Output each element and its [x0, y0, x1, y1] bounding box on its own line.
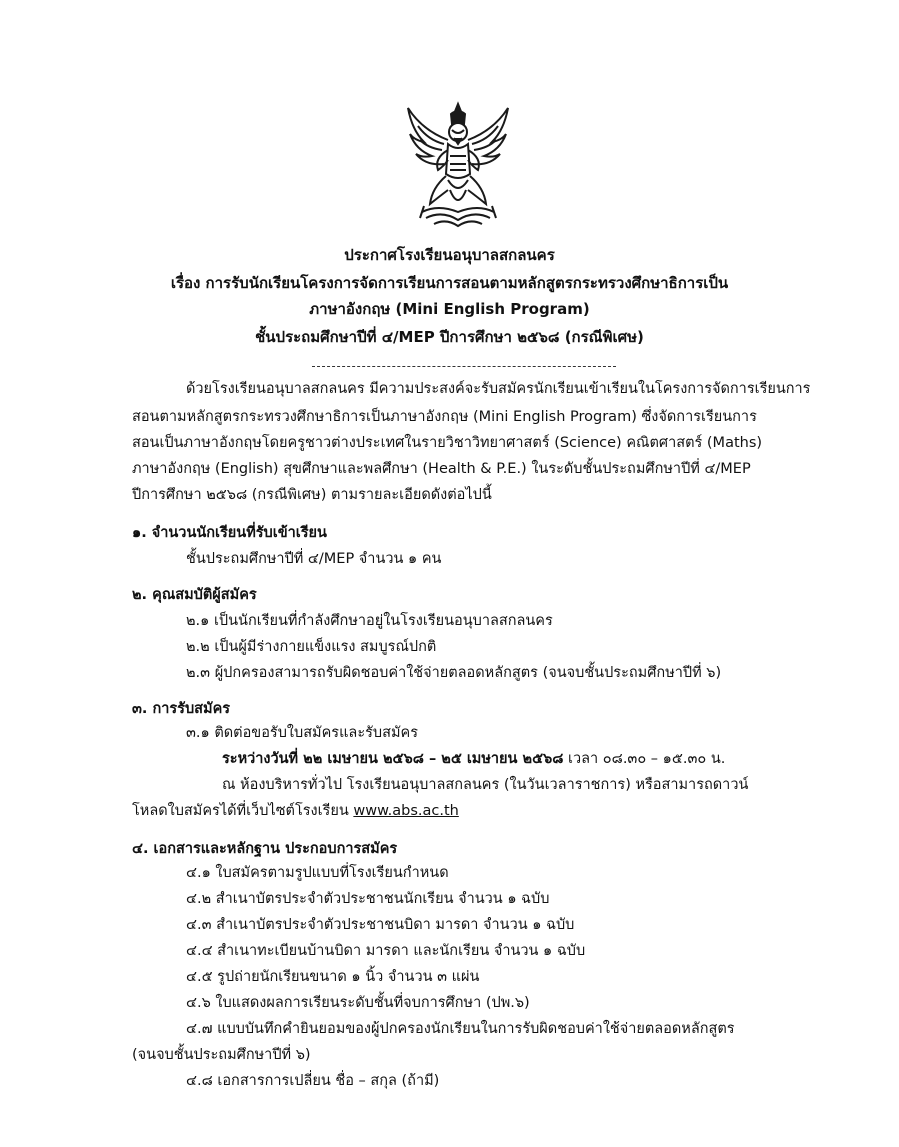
- application-place: ณ ห้องบริหารทั่วไป โรงเรียนอนุบาลสกลนคร (ในวันเวลาราชการ) หรือสามารถดาวน์: [222, 777, 749, 793]
- announcement-title: ประกาศโรงเรียนอนุบาลสกลนคร: [344, 246, 555, 264]
- section4-heading: ๔. เอกสารและหลักฐาน ประกอบการสมัคร: [132, 841, 398, 857]
- announcement-subject-line2: ภาษาอังกฤษ (Mini English Program): [309, 300, 590, 318]
- intro-line: ปีการศึกษา ๒๕๖๘ (กรณีพิเศษ) ตามรายละเอียดดังต่อไปนี้: [132, 487, 492, 503]
- section4-item: ๔.๖ ใบแสดงผลการเรียนระดับชั้นที่จบการศึกษา (ปพ.๖): [186, 995, 530, 1011]
- section1-heading: ๑. จำนวนนักเรียนที่รับเข้าเรียน: [132, 525, 327, 541]
- section4-item: ๔.๓ สำเนาบัตรประจำตัวประชาชนบิดา มารดา จำนวน ๑ ฉบับ: [186, 917, 575, 933]
- announcement-subject: เรื่อง การรับนักเรียนโครงการจัดการเรียนการสอนตามหลักสูตรกระทรวงศึกษาธิการเป็น: [170, 274, 729, 292]
- announcement-grade-line: ชั้นประถมศึกษาปีที่ ๔/MEP ปีการศึกษา ๒๕๖๘ (กรณีพิเศษ): [255, 328, 644, 346]
- section4-item: ๔.๒ สำเนาบัตรประจำตัวประชาชนนักเรียน จำนวน ๑ ฉบับ: [186, 891, 550, 907]
- section4-item: ๔.๘ เอกสารการเปลี่ยน ชื่อ – สกุล (ถ้ามี): [186, 1073, 440, 1089]
- intro-line: ด้วยโรงเรียนอนุบาลสกลนคร มีความประสงค์จะรับสมัครนักเรียนเข้าเรียนในโครงการจัดการเรียนการ: [186, 381, 811, 397]
- intro-line: สอนเป็นภาษาอังกฤษโดยครูชาวต่างประเทศในรายวิชาวิทยาศาสตร์ (Science) คณิตศาสตร์ (Maths): [132, 435, 763, 451]
- website-link[interactable]: www.abs.ac.th: [353, 803, 459, 819]
- garuda-emblem-icon: [404, 100, 512, 232]
- intro-line: ภาษาอังกฤษ (English) สุขศึกษาและพลศึกษา (Health & P.E.) ในระดับชั้นประถมศึกษาปีที่ ๔/MEP: [132, 461, 751, 477]
- application-time: เวลา ๐๘.๓๐ – ๑๕.๓๐ น.: [563, 751, 726, 767]
- divider: [312, 366, 616, 367]
- intro-line: สอนตามหลักสูตรกระทรวงศึกษาธิการเป็นภาษาอังกฤษ (Mini English Program) ซึ่งจัดการเรียนการ: [132, 409, 757, 425]
- section2-heading: ๒. คุณสมบัติผู้สมัคร: [132, 587, 257, 603]
- section3-item: ๓.๑ ติดต่อขอรับใบสมัครและรับสมัคร: [186, 725, 418, 741]
- section3-heading: ๓. การรับสมัคร: [132, 701, 231, 717]
- download-line: [132, 800, 459, 822]
- section2-item: ๒.๑ เป็นนักเรียนที่กำลังศึกษาอยู่ในโรงเรียนอนุบาลสกลนคร: [186, 613, 553, 629]
- download-text: โหลดใบสมัครได้ที่เว็บไซต์โรงเรียน: [132, 803, 354, 819]
- section4-item: ๔.๕ รูปถ่ายนักเรียนขนาด ๑ นิ้ว จำนวน ๓ แผ่น: [186, 969, 480, 985]
- section2-item: ๒.๒ เป็นผู้มีร่างกายแข็งแรง สมบูรณ์ปกติ: [186, 639, 437, 655]
- section4-item: ๔.๔ สำเนาทะเบียนบ้านบิดา มารดา และนักเรียน จำนวน ๑ ฉบับ: [186, 943, 586, 959]
- application-dates: ระหว่างวันที่ ๒๒ เมษายน ๒๕๖๘ – ๒๕ เมษายน ๒๕๖๘: [222, 751, 564, 767]
- section2-item: ๒.๓ ผู้ปกครองสามารถรับผิดชอบค่าใช้จ่ายตลอดหลักสูตร (จนจบชั้นประถมศึกษาปีที่ ๖): [186, 665, 722, 681]
- application-period: [222, 748, 725, 770]
- section4-item-continuation: (จนจบชั้นประถมศึกษาปีที่ ๖): [132, 1047, 311, 1063]
- section4-item: ๔.๗ แบบบันทึกคำยินยอมของผู้ปกครองนักเรียนในการรับผิดชอบค่าใช้จ่ายตลอดหลักสูตร: [186, 1021, 735, 1037]
- section4-item: ๔.๑ ใบสมัครตามรูปแบบที่โรงเรียนกำหนด: [186, 865, 449, 881]
- section1-text: ชั้นประถมศึกษาปีที่ ๔/MEP จำนวน ๑ คน: [186, 551, 442, 567]
